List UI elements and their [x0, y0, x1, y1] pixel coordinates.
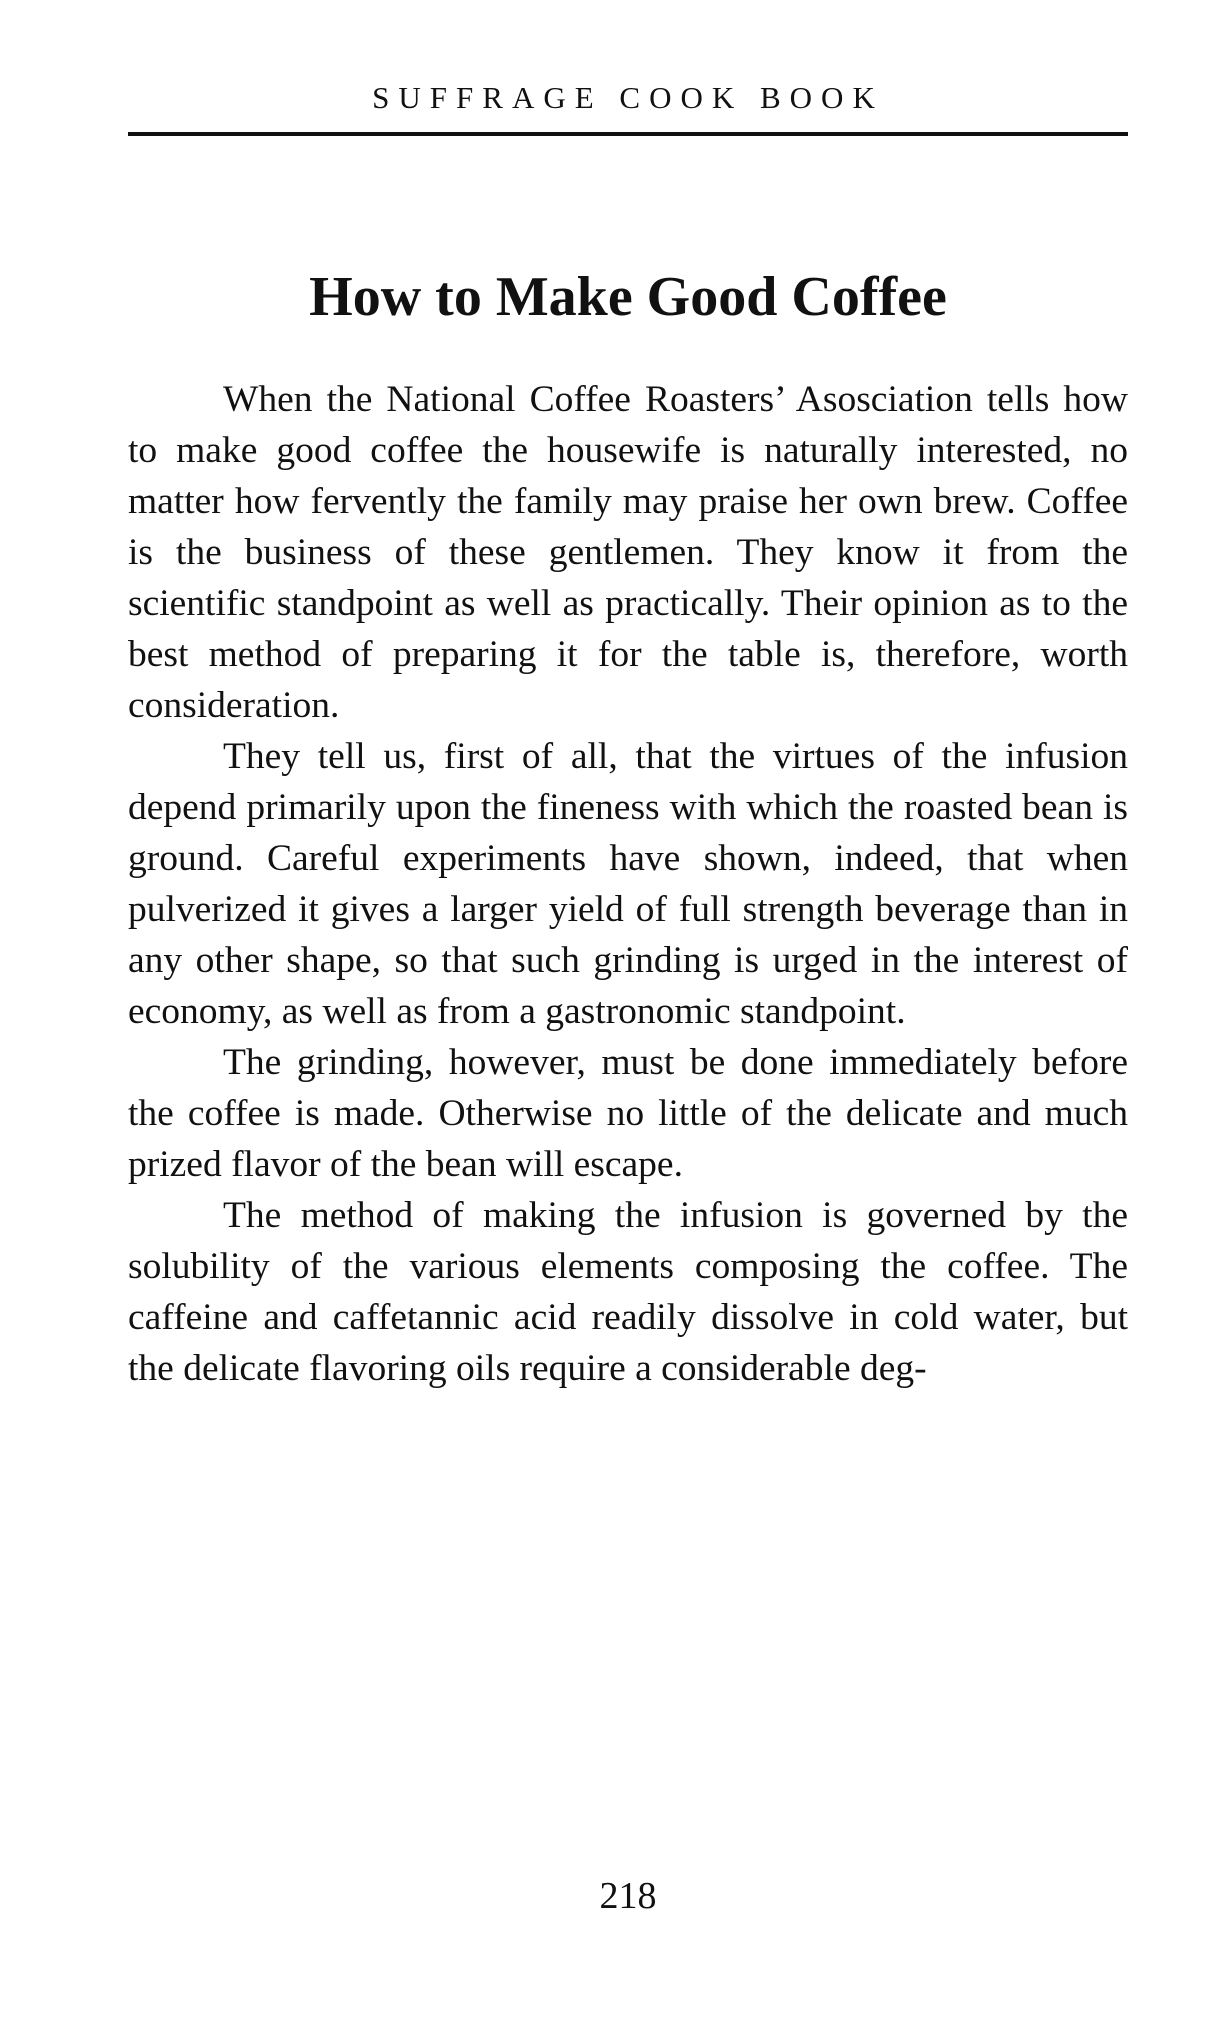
page-title: How to Make Good Coffee	[309, 266, 947, 328]
page-number: 218	[599, 1875, 657, 1917]
paragraph-4: The method of making the infusion is governed by the solubility of the various elements composing the coffee. The caffeine and caffetannic acid readily dissolve in cold water, but the delicate flavoring oils require a considerable deg-	[128, 1195, 1128, 1389]
paragraph-3: The grinding, however, must be done immediately before the coffee is made. Otherwise no little of the delicate and much prized flavor of the bean will escape.	[128, 1042, 1128, 1185]
paragraph-1: When the National Coffee Roasters’ Asosciation tells how to make good coffee the housewife is naturally interested, no matter how fervently the family may praise her own brew. Coffee is the business of these gentlemen. They know it from the scientific standpoint as well as practically. Their opinion as to the best method of preparing it for the table is, therefore, worth consideration.	[128, 379, 1128, 726]
paragraph-2: They tell us, first of all, that the virtues of the infusion depend primarily upon the fineness with which the roasted bean is ground. Careful experiments have shown, indeed, that when pulverized it gives a larger yield of full strength beverage than in any other shape, so that such grinding is urged in the interest of economy, as well as from a gastronomic standpoint.	[128, 736, 1128, 1032]
running-head: SUFFRAGE COOK BOOK	[372, 80, 884, 115]
header-rule	[128, 132, 1128, 136]
body-text	[128, 374, 1128, 1394]
